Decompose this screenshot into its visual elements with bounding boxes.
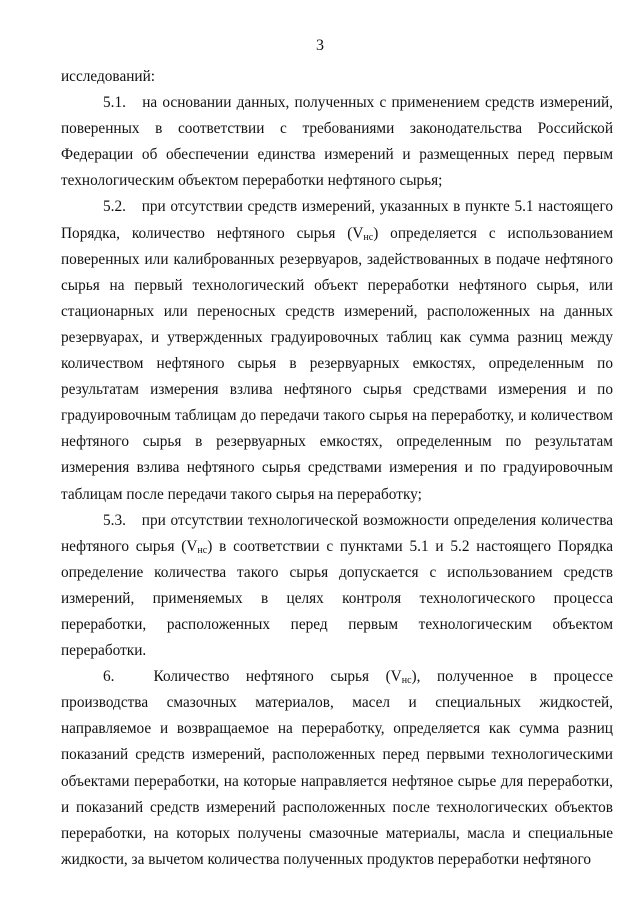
paragraph-6 bbox=[61, 664, 613, 873]
clause-number: 6. bbox=[103, 668, 115, 686]
paragraph-5-2 bbox=[61, 194, 613, 507]
paragraph-5-3 bbox=[61, 508, 613, 665]
subscript-nc: нс bbox=[363, 231, 374, 243]
paragraph-text: на основании данных, полученных с применением средств измерений, поверенных в соответствии с требованиями законодательства Российской Федерации об обеспечении единства измерений и размещенных перед первым технологическим объектом переработки нефтяного сырья; bbox=[61, 94, 613, 190]
paragraph-text: ) определяется с использованием поверенных или калиброванных резервуаров, задействованных в подаче нефтяного сырья на первый технологический объект переработки нефтяного сырья, или стационарных или переносных средств измерений, расположенных на данных резервуарах, и утвержденных градуировочных таблиц как сумма разниц между количеством нефтяного сырья в резервуарных емкостях, определенным по результатам измерения взлива нефтяного сырья средствами измерения и по градуировочным таблицам до передачи такого сырья на переработку, и количеством нефтяного сырья в резервуарных емкостях, определенным по результатам измерения взлива нефтяного сырья средствами измерения и по градуировочным таблицам после передачи такого сырья на переработку; bbox=[61, 224, 613, 503]
lead-line: исследований: bbox=[61, 68, 156, 85]
paragraph-text: ) в соответствии с пунктами 5.1 и 5.2 настоящего Порядка определение количества такого сырья допускается с использованием средств измерений, применяемых в целях контроля технологического процесса переработки, расположенных перед первым технологическим объектом переработки. bbox=[61, 537, 613, 660]
paragraph-text: ), полученное в процессе производства смазочных материалов, масел и специальных жидкостей, направляемое и возвращаемое на переработку, определяется как сумма разниц показаний средств измерений, расположенных перед первыми технологическими объектами переработки, на которые направляется нефтяное сырье для переработки, и показаний средств измерений расположенных после технологических объектов переработки, на которых получены смазочные материалы, масла и специальные жидкости, за вычетом количества полученных продуктов переработки нефтяного bbox=[61, 668, 614, 868]
clause-number: 5.3. bbox=[103, 511, 126, 529]
paragraph-text: при отсутствии технологической возможности определения количества нефтяного сырья (V bbox=[61, 511, 614, 555]
document-body bbox=[61, 64, 613, 873]
paragraph-text: Количество нефтяного сырья (V bbox=[153, 668, 402, 686]
clause-number: 5.2. bbox=[103, 198, 126, 216]
paragraph-text: при отсутствии средств измерений, указанных в пункте 5.1 настоящего Порядка, количество нефтяного сырья (V bbox=[61, 198, 614, 242]
page-number: 3 bbox=[316, 37, 324, 54]
subscript-nc: нс bbox=[197, 544, 208, 556]
clause-number: 5.1. bbox=[103, 94, 126, 112]
paragraph-5-1 bbox=[61, 90, 613, 194]
subscript-nc: нс bbox=[401, 675, 412, 687]
